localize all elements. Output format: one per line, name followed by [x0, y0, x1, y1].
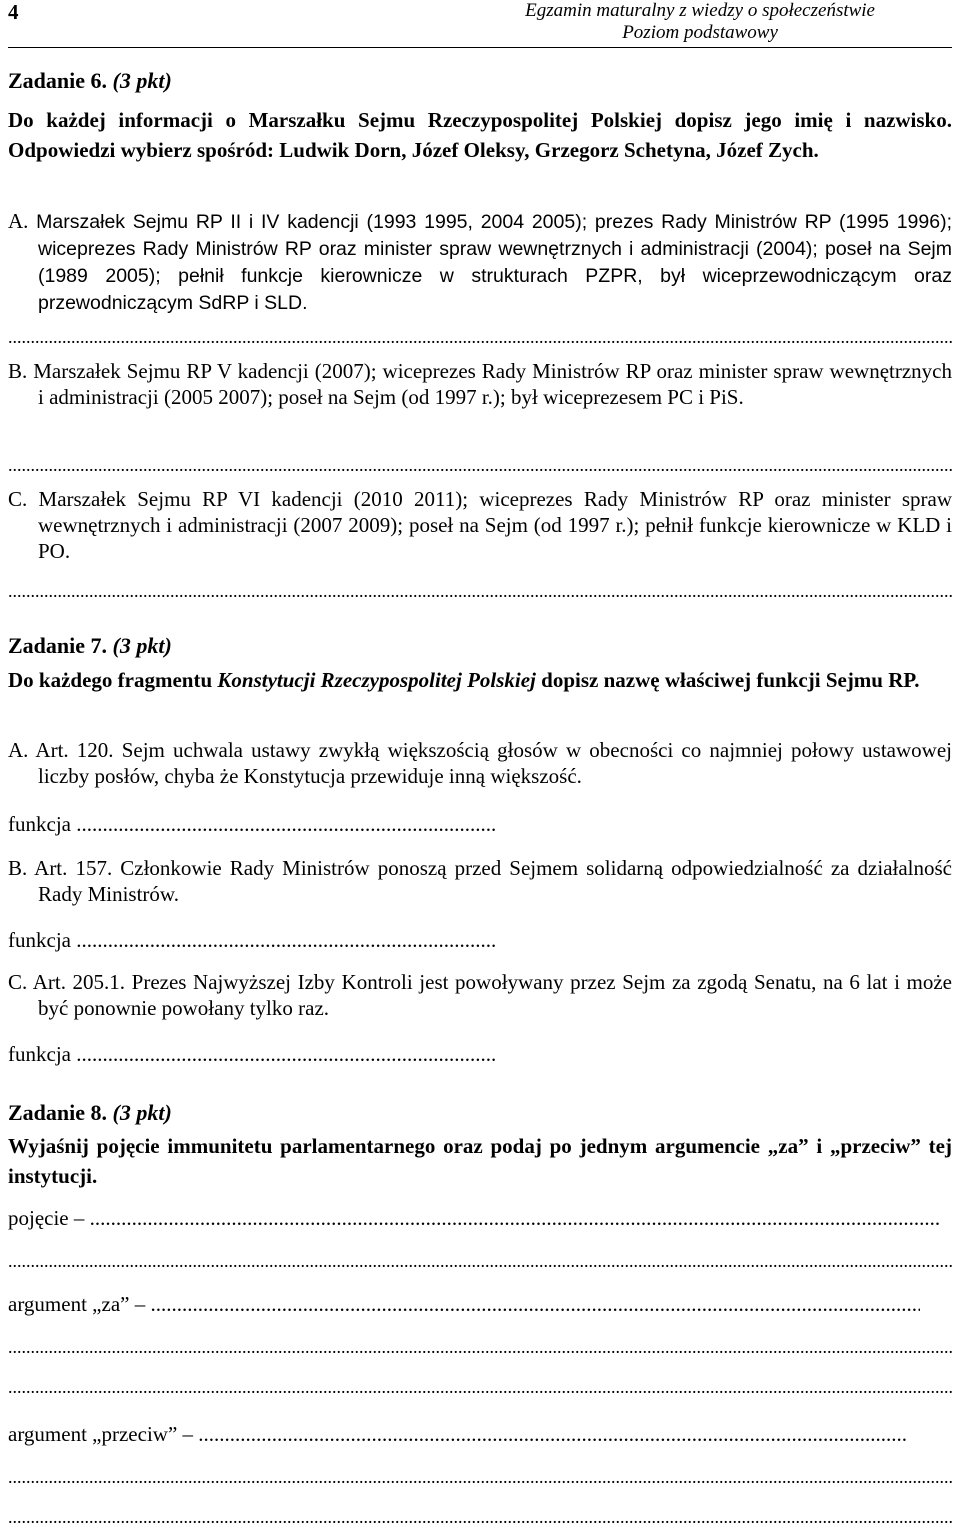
- task-7-instruction: Do każdego fragmentu Konstytucji Rzeczypospolitej Polskiej dopisz nazwę właściwej funkcji Sejmu RP.: [8, 668, 920, 692]
- argument-for-label: argument „za” –: [8, 1292, 146, 1316]
- task-8-title: [8, 1100, 172, 1126]
- task-6-answer-a-line[interactable]: [8, 328, 952, 346]
- task-7-item-b: B. Art. 157. Członkowie Rady Ministrów ponoszą przed Sejmem solidarną odpowiedzialność za działalność Rady Ministrów.: [8, 856, 952, 906]
- task-7-item-c: C. Art. 205.1. Prezes Najwyższej Izby Kontroli jest powoływany przez Sejm za zgodą Senatu, na 6 lat i może być ponownie powołany tylko raz.: [8, 970, 952, 1020]
- task-8-label: Zadanie 8.: [8, 1100, 108, 1125]
- task-6-title: [8, 68, 172, 94]
- argument-for-field[interactable]: [8, 1292, 920, 1316]
- item-b-letter: B.: [8, 359, 28, 383]
- header-rule: [8, 47, 952, 48]
- task-6-label: Zadanie 6.: [8, 68, 108, 93]
- argument-against-field[interactable]: [8, 1422, 908, 1446]
- constitution-title: Konstytucji Rzeczypospolitej Polskiej: [217, 668, 536, 692]
- task-7-answer-c[interactable]: [8, 1042, 496, 1066]
- function-label: funkcja: [8, 812, 71, 836]
- task-6-item-a: [8, 208, 952, 316]
- task-6-item-b: [8, 358, 952, 410]
- argument-against-line-2[interactable]: [8, 1468, 952, 1486]
- task-8-points: (3 pkt): [112, 1100, 172, 1125]
- function-label: funkcja: [8, 928, 71, 952]
- argument-for-line-2[interactable]: [8, 1338, 952, 1356]
- task-7-title: [8, 633, 172, 659]
- argument-against-label: argument „przeciw” –: [8, 1422, 194, 1446]
- item-c-letter: C.: [8, 487, 28, 511]
- task-7-item-a: A. Art. 120. Sejm uchwala ustawy zwykłą większością głosów w obecności co najmniej połowy ustawowej liczby posłów, chyba że Konstytucja przewiduje inną większość.: [8, 738, 952, 788]
- task-7-label: Zadanie 7.: [8, 633, 108, 658]
- item-c-text: Marszałek Sejmu RP VI kadencji (2010 2011); wiceprezes Rady Ministrów RP oraz minister spraw wewnętrznych i administracji (2007 2009); poseł na Sejm (od 1997 r.); pełnił funkcje kierownicze w KLD i PO.: [27, 487, 952, 563]
- item-a-letter: A.: [8, 209, 29, 233]
- running-header: [525, 0, 875, 44]
- task-6-answer-b-line[interactable]: [8, 456, 952, 474]
- argument-for-line-3[interactable]: [8, 1378, 952, 1396]
- argument-against-line-3[interactable]: [8, 1508, 952, 1526]
- exam-level: Poziom podstawowy: [622, 22, 778, 43]
- task-8-instruction: Wyjaśnij pojęcie immunitetu parlamentarnego oraz podaj po jednym argumencie „za” i „przeciw” tej instytucji.: [8, 1134, 952, 1188]
- page-number: 4: [8, 0, 19, 24]
- task-7-answer-a[interactable]: [8, 812, 496, 836]
- task-6-item-c: [8, 486, 952, 564]
- concept-label: pojęcie –: [8, 1206, 85, 1230]
- item-b-text: Marszałek Sejmu RP V kadencji (2007); wiceprezes Rady Ministrów RP oraz minister spraw wewnętrznych i administracji (2005 2007); poseł na Sejm (od 1997 r.); był wiceprezesem PC i PiS.: [27, 359, 952, 409]
- task-6-answer-c-line[interactable]: [8, 582, 952, 600]
- item-a-text: Marszałek Sejmu RP II i IV kadencji (1993 1995, 2004 2005); prezes Rady Ministrów RP (1995 1996); wiceprezes Rady Ministrów RP oraz minister spraw wewnętrznych i administracji (2004); poseł na Sejm (1989 2005); pełnił funkcje kierownicze w strukturach PZPR, był wiceprzewodniczącym oraz przewodniczącym SdRP i SLD.: [28, 211, 952, 314]
- concept-field[interactable]: [8, 1206, 940, 1230]
- concept-answer-line-2[interactable]: [8, 1252, 952, 1270]
- task-6-points: (3 pkt): [112, 68, 172, 93]
- function-label: funkcja: [8, 1042, 71, 1066]
- task-7-points: (3 pkt): [112, 633, 172, 658]
- task-6-instruction: Do każdej informacji o Marszałku Sejmu Rzeczypospolitej Polskiej dopisz jego imię i nazwisko. Odpowiedzi wybierz spośród: Ludwik Dorn, Józef Oleksy, Grzegorz Schetyna, Józef Zych.: [8, 108, 952, 162]
- task-7-answer-b[interactable]: [8, 928, 496, 952]
- exam-title: Egzamin maturalny z wiedzy o społeczeństwie: [525, 0, 875, 21]
